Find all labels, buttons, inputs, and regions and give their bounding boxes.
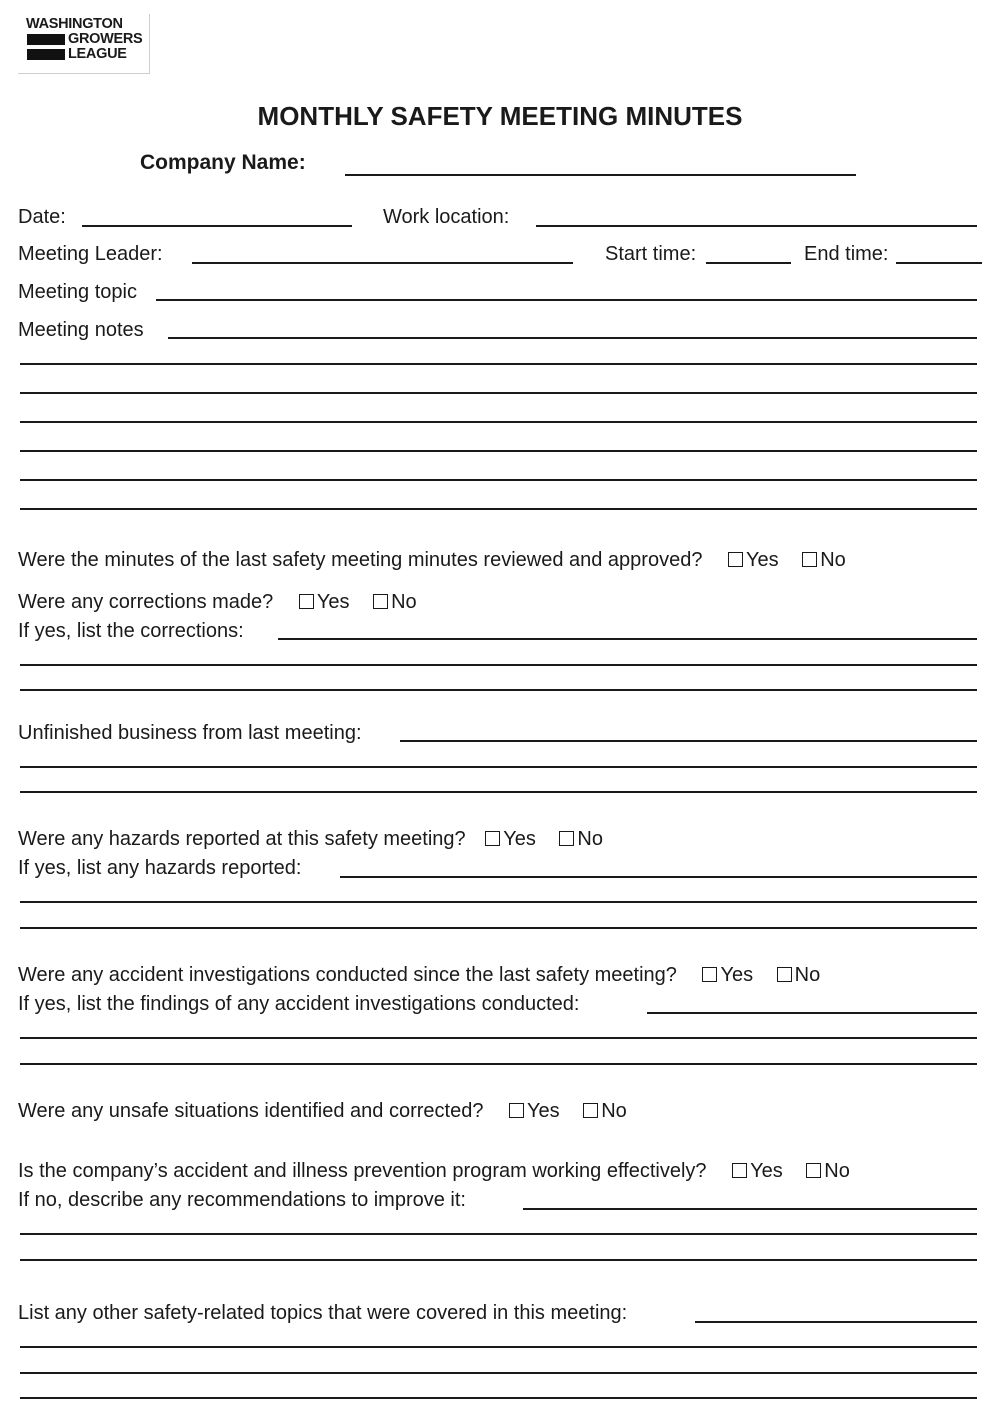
unsafe-situations-no-checkbox[interactable] — [583, 1101, 627, 1121]
work-location-label: Work location: — [383, 206, 510, 228]
prevention-program-text: Is the company’s accident and illness prevention program working effectively? — [18, 1160, 707, 1182]
start-time-label: Start time: — [605, 243, 697, 265]
meeting-topic-field[interactable] — [156, 299, 977, 301]
no-label: No — [601, 1100, 627, 1122]
minutes-reviewed-text: Were the minutes of the last safety meeting minutes reviewed and approved? — [18, 549, 703, 571]
minutes-reviewed-no-checkbox[interactable] — [802, 550, 846, 570]
work-location-field[interactable] — [536, 225, 977, 227]
end-time-field[interactable] — [896, 262, 982, 264]
unfinished-business-line[interactable] — [20, 766, 977, 768]
meeting-leader-field[interactable] — [192, 262, 573, 264]
checkbox-icon — [299, 594, 314, 609]
hazards-list-label: If yes, list any hazards reported: — [18, 857, 302, 879]
yes-label: Yes — [750, 1160, 783, 1182]
recommendations-line[interactable] — [20, 1233, 977, 1235]
no-label: No — [794, 964, 821, 986]
accident-findings-line[interactable] — [20, 1037, 977, 1039]
corrections-made-yes-checkbox[interactable] — [299, 592, 350, 612]
company-name-field[interactable] — [345, 174, 856, 176]
accident-investigations-no-checkbox[interactable] — [777, 965, 821, 985]
date-label: Date: — [18, 206, 66, 228]
hazards-reported-question — [18, 829, 603, 849]
logo-bar — [27, 34, 65, 45]
checkbox-icon — [559, 831, 574, 846]
minutes-reviewed-yes-checkbox[interactable] — [728, 550, 779, 570]
hazards-field[interactable] — [340, 876, 977, 878]
meeting-notes-line[interactable] — [20, 479, 977, 481]
other-topics-line[interactable] — [20, 1346, 977, 1348]
meeting-notes-line[interactable] — [20, 450, 977, 452]
hazards-reported-no-checkbox[interactable] — [559, 829, 603, 849]
prevention-program-yes-checkbox[interactable] — [732, 1161, 783, 1181]
meeting-notes-line[interactable] — [20, 508, 977, 510]
other-topics-field[interactable] — [695, 1321, 977, 1323]
meeting-leader-label: Meeting Leader: — [18, 243, 163, 265]
corrections-field[interactable] — [278, 638, 977, 640]
date-field[interactable] — [82, 225, 352, 227]
start-time-field[interactable] — [706, 262, 791, 264]
no-label: No — [391, 591, 417, 613]
corrections-made-no-checkbox[interactable] — [373, 592, 417, 612]
accident-investigations-question — [18, 965, 820, 985]
unsafe-situations-question — [18, 1101, 627, 1121]
checkbox-icon — [802, 552, 817, 567]
unsafe-situations-text: Were any unsafe situations identified and corrected? — [18, 1100, 484, 1122]
no-label: No — [820, 549, 846, 571]
checkbox-icon — [806, 1163, 821, 1178]
corrections-line[interactable] — [20, 689, 977, 691]
hazards-reported-text: Were any hazards reported at this safety meeting? — [18, 828, 466, 850]
minutes-reviewed-question — [18, 550, 846, 570]
other-topics-line[interactable] — [20, 1397, 977, 1399]
checkbox-icon — [373, 594, 388, 609]
end-time-label: End time: — [804, 243, 889, 265]
yes-label: Yes — [316, 591, 350, 613]
logo-line-3: LEAGUE — [68, 46, 127, 62]
no-label: No — [577, 828, 603, 850]
unfinished-business-line[interactable] — [20, 791, 977, 793]
company-name-label: Company Name: — [140, 151, 306, 174]
meeting-topic-label: Meeting topic — [18, 281, 137, 303]
unsafe-situations-yes-checkbox[interactable] — [509, 1101, 560, 1121]
yes-label: Yes — [527, 1100, 560, 1122]
page-title: MONTHLY SAFETY MEETING MINUTES — [257, 101, 743, 131]
logo-bar — [27, 49, 65, 60]
checkbox-icon — [702, 967, 717, 982]
accident-investigations-text: Were any accident investigations conducted since the last safety meeting? — [18, 964, 677, 986]
meeting-notes-line[interactable] — [20, 392, 977, 394]
accident-findings-label: If yes, list the findings of any accident investigations conducted: — [18, 993, 580, 1015]
checkbox-icon — [732, 1163, 747, 1178]
accident-investigations-yes-checkbox[interactable] — [702, 965, 753, 985]
no-label: No — [824, 1160, 850, 1182]
hazards-reported-yes-checkbox[interactable] — [485, 829, 536, 849]
prevention-program-question — [18, 1161, 850, 1181]
accident-findings-line[interactable] — [20, 1063, 977, 1065]
other-topics-label: List any other safety-related topics that were covered in this meeting: — [18, 1302, 628, 1324]
accident-findings-field[interactable] — [647, 1012, 977, 1014]
checkbox-icon — [777, 967, 792, 982]
corrections-made-question — [18, 592, 417, 612]
checkbox-icon — [583, 1103, 598, 1118]
yes-label: Yes — [746, 549, 779, 571]
hazards-line[interactable] — [20, 927, 977, 929]
corrections-line[interactable] — [20, 664, 977, 666]
checkbox-icon — [509, 1103, 524, 1118]
logo-line-1: WASHINGTON — [26, 16, 123, 32]
yes-label: Yes — [503, 828, 536, 850]
logo-line-2: GROWERS — [68, 31, 143, 47]
meeting-notes-field[interactable] — [168, 337, 977, 339]
corrections-list-label: If yes, list the corrections: — [18, 620, 244, 642]
other-topics-line[interactable] — [20, 1372, 977, 1374]
unfinished-business-label: Unfinished business from last meeting: — [18, 722, 362, 744]
recommendations-field[interactable] — [523, 1208, 977, 1210]
meeting-notes-line[interactable] — [20, 363, 977, 365]
prevention-program-no-checkbox[interactable] — [806, 1161, 850, 1181]
meeting-notes-label: Meeting notes — [18, 319, 144, 341]
recommendations-line[interactable] — [20, 1259, 977, 1261]
hazards-line[interactable] — [20, 901, 977, 903]
recommendations-label: If no, describe any recommendations to improve it: — [18, 1189, 466, 1211]
checkbox-icon — [485, 831, 500, 846]
washington-growers-league-logo — [18, 14, 150, 74]
meeting-notes-line[interactable] — [20, 421, 977, 423]
checkbox-icon — [728, 552, 743, 567]
corrections-made-text: Were any corrections made? — [18, 591, 274, 613]
yes-label: Yes — [720, 964, 754, 986]
unfinished-business-field[interactable] — [400, 740, 977, 742]
